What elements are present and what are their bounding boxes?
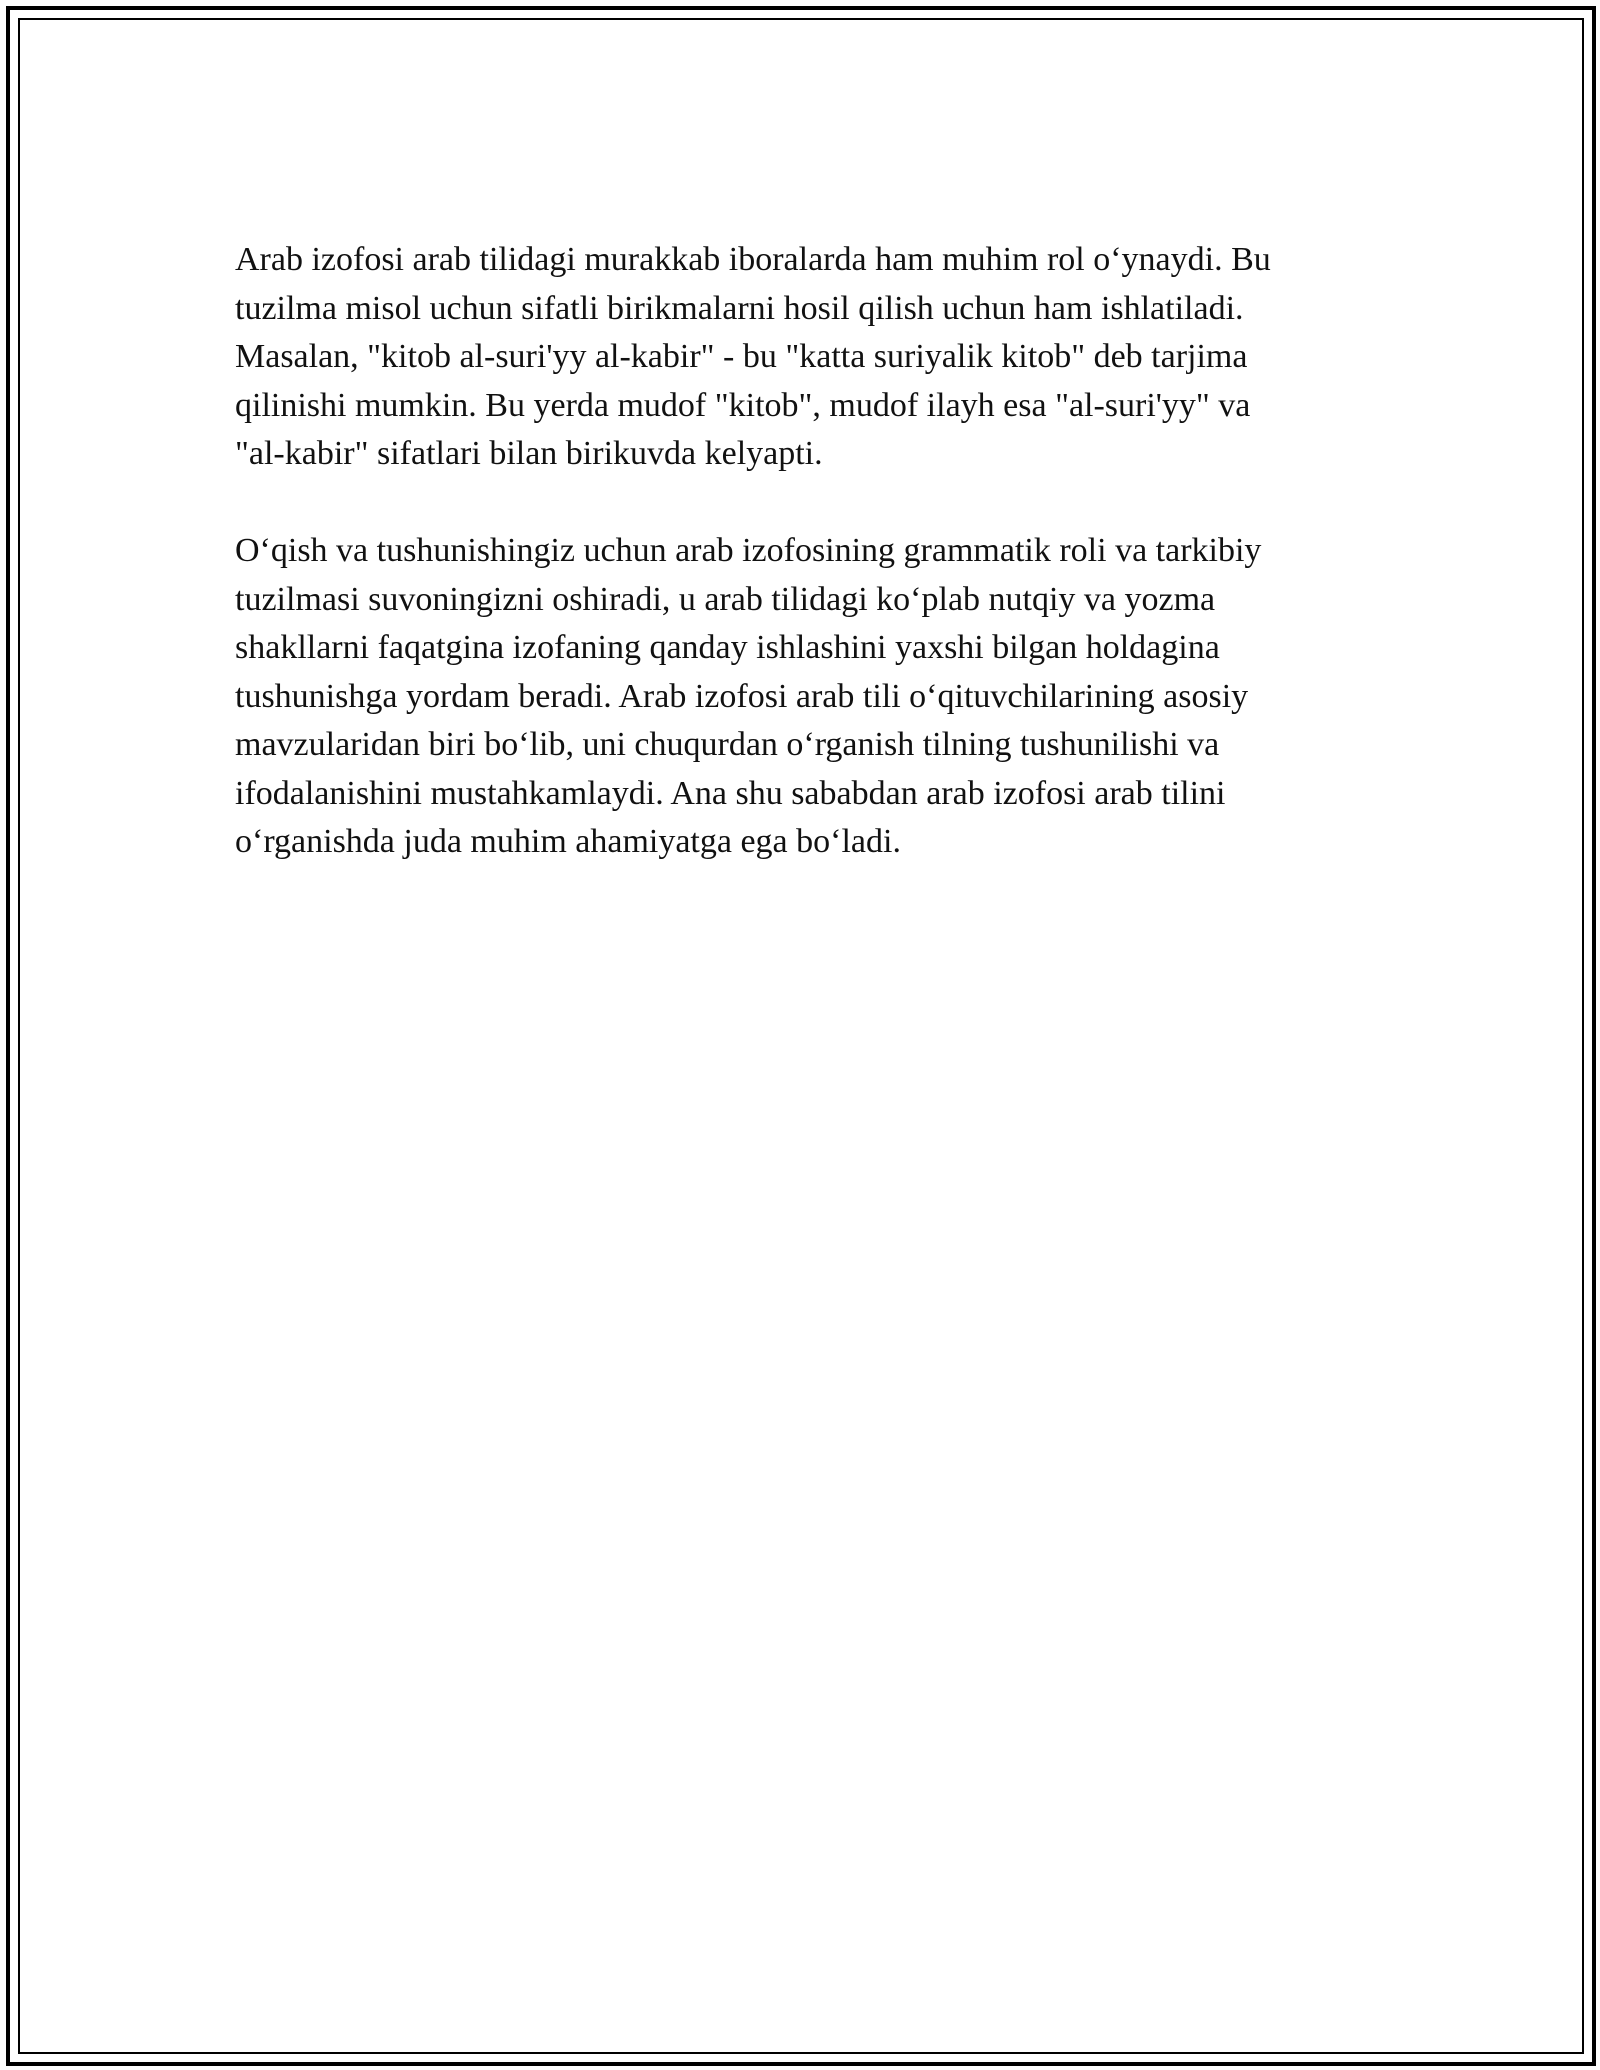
paragraph-1-line-4: qilinishi mumkin. Bu yerda mudof "kitob", mudof ilayh esa "al-suri'yy" va (235, 386, 1251, 424)
paragraph-2-line-2: tuzilmasi suvoningizni oshiradi, u arab tilidagi ko‘plab nutqiy va yozma (235, 580, 1216, 618)
document-body (235, 236, 1365, 867)
paragraph-2-line-4: tushunishga yordam beradi. Arab izofosi arab tili o‘qituvchilarining asosiy (235, 677, 1249, 715)
paragraph-1-line-2: tuzilma misol uchun sifatli birikmalarni hosil qilish uchun ham ishlatiladi. (235, 289, 1244, 327)
paragraph-2-line-6: ifodalanishini mustahkamlaydi. Ana shu sababdan arab izofosi arab tilini (235, 774, 1226, 812)
paragraph-2-line-1: O‘qish va tushunishingiz uchun arab izofosining grammatik roli va tarkibiy (235, 532, 1262, 569)
paragraph-2-line-3: shakllarni faqatgina izofaning qanday ishlashini yaxshi bilgan holdagina (235, 629, 1220, 666)
paragraph-1 (235, 236, 1365, 479)
paragraph-1-line-5: "al-kabir" sifatlari bilan birikuvda kelyapti. (235, 435, 823, 472)
paragraph-2-line-7: o‘rganishda juda muhim ahamiyatga ega bo‘ladi. (235, 823, 901, 860)
paragraph-2 (235, 527, 1365, 867)
paragraph-2-line-5: mavzularidan biri bo‘lib, uni chuqurdan o‘rganish tilning tushunilishi va (235, 726, 1220, 763)
paragraph-1-line-3: Masalan, "kitob al-suri'yy al-kabir" - bu "katta suriyalik kitob" deb tarjima (235, 338, 1248, 375)
paragraph-1-line-1: Arab izofosi arab tilidagi murakkab iboralarda ham muhim rol o‘ynaydi. Bu (235, 241, 1271, 278)
